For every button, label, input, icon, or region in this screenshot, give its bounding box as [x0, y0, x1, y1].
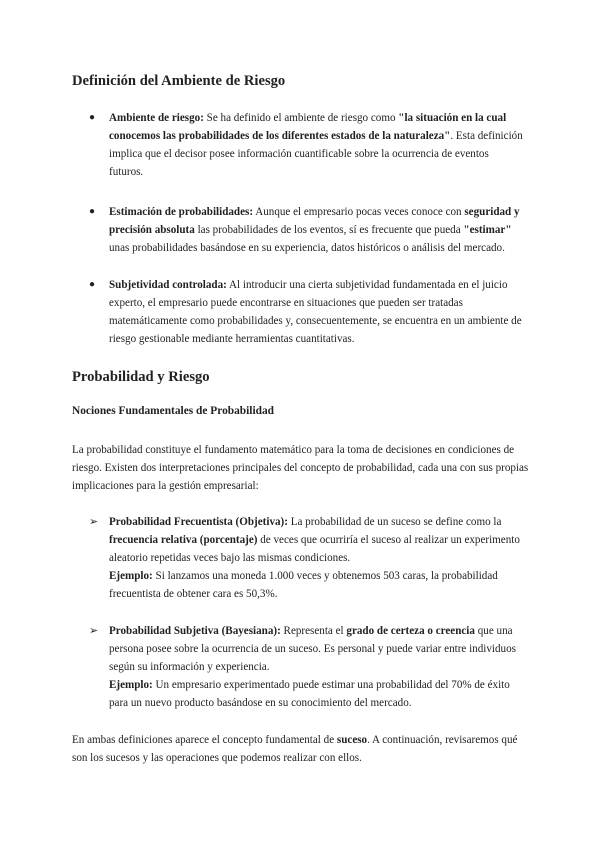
example-label: Ejemplo:	[109, 679, 153, 692]
section-title: Probabilidad y Riesgo	[72, 369, 210, 385]
section-title: Definición del Ambiente de Riesgo	[72, 73, 286, 89]
bullet-label: Ambiente de riesgo:	[109, 112, 204, 124]
paragraph: La probabilidad constituye el fundamento matemático para la toma de decisiones en condiciones de riesgo. Existen dos interpretaciones principales del concepto de probabilidad, cada una con sus propias implicaciones para la gestión empresarial:	[72, 444, 529, 493]
item-label: Probabilidad Subjetiva (Bayesiana):	[109, 625, 281, 637]
item-label: Probabilidad Frecuentista (Objetiva):	[109, 516, 288, 528]
arrow-bullet-icon: ➢	[89, 625, 99, 637]
section-subtitle: Nociones Fundamentales de Probabilidad	[72, 405, 275, 417]
paragraph: En ambas definiciones aparece el concepto fundamental de suceso. A continuación, revisaremos qué son los sucesos y las operaciones que podemos realizar con ellos.	[72, 734, 518, 765]
bullet-icon: ●	[89, 279, 96, 290]
bullet-label: Estimación de probabilidades:	[109, 206, 254, 218]
bullet-label: Subjetividad controlada:	[109, 279, 227, 291]
list-item: Probabilidad Frecuentista (Objetiva): La probabilidad de un suceso se define como la frecuencia relativa (porcentaje) de veces que ocurriría el suceso al realizar un experimento aleatorio repetidas veces bajo las mismas condiciones. Ejemplo: Si lanzamos una moneda 1.000 veces y obtenemos 503 caras, la probabilidad frecuentista de obtener cara es 50,3%.	[109, 516, 520, 601]
example-label: Ejemplo:	[109, 570, 153, 583]
bullet-icon: ●	[89, 112, 96, 123]
bullet-item: Ambiente de riesgo: Se ha definido el ambiente de riesgo como "la situación en la cual conocemos las probabilidades de los diferentes estados de la naturaleza". Esta definición implica que el decisor posee información cuantificable sobre la ocurrencia de eventos futuros.	[109, 112, 523, 179]
bullet-item: Estimación de probabilidades: Aunque el empresario pocas veces conoce con seguridad y precisión absoluta las probabilidades de los eventos, sí es frecuente que pueda "estimar" unas probabilidades basándose en su experiencia, datos históricos o análisis del mercado.	[109, 206, 520, 255]
list-item: Probabilidad Subjetiva (Bayesiana): Representa el grado de certeza o creencia que una persona posee sobre la ocurrencia de un suceso. Es personal y puede variar entre individuos según su información y experiencia. Ejemplo: Un empresario experimentado puede estimar una probabilidad del 70% de éxito para un nuevo producto basándose en su conocimiento del mercado.	[109, 625, 516, 710]
bullet-item: Subjetividad controlada: Al introducir una cierta subjetividad fundamentada en el juicio experto, el empresario puede encontrarse en situaciones que pueden ser tratadas matemáticamente como probabilidades y, consecuentemente, se encuentra en un ambiente de riesgo gestionable mediante herramientas cuantitativas.	[109, 279, 522, 346]
bullet-icon: ●	[89, 206, 96, 217]
arrow-bullet-icon: ➢	[89, 516, 99, 528]
